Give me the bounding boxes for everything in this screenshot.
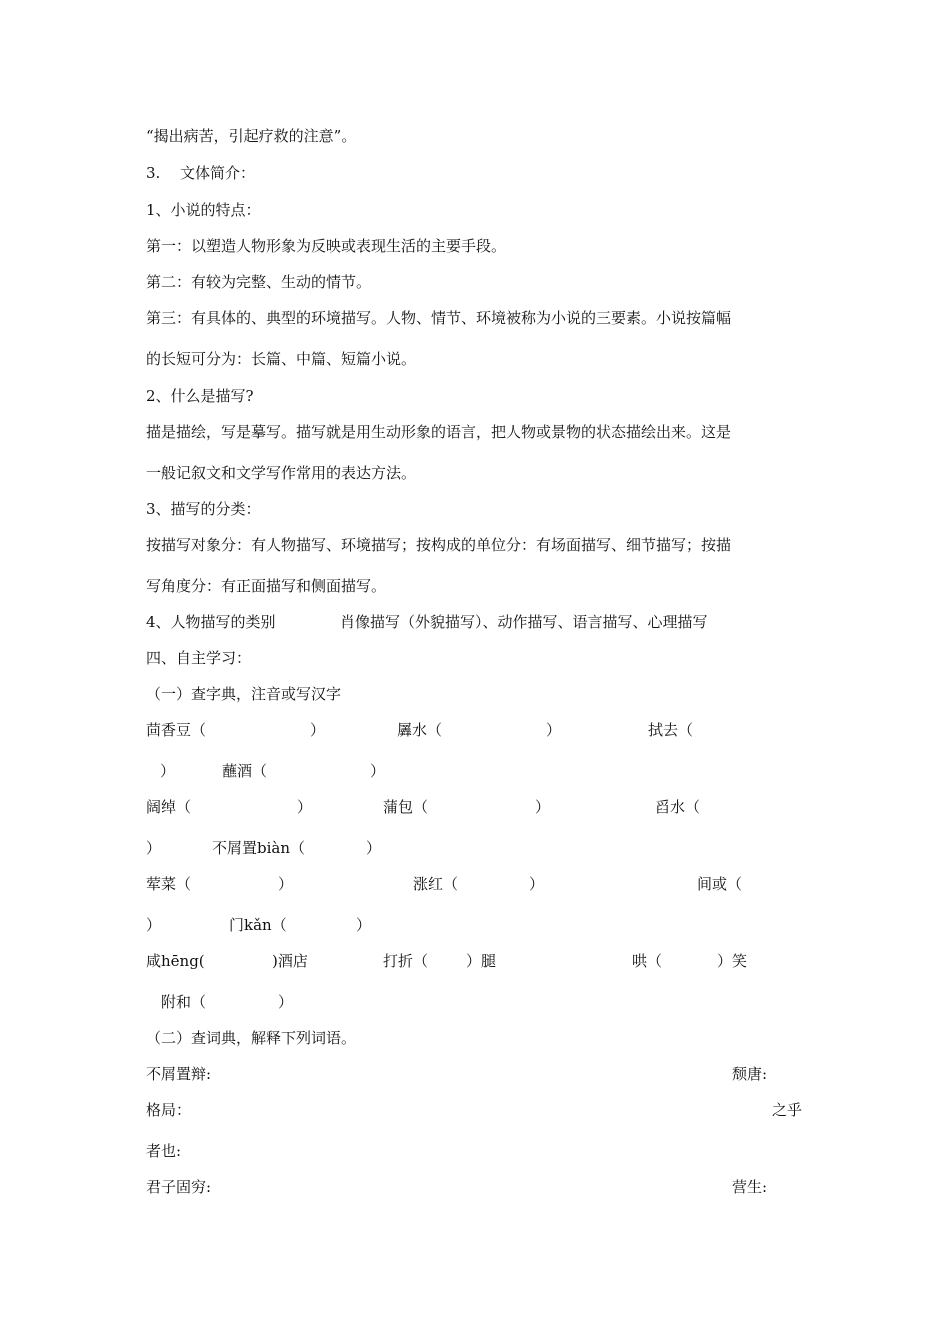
- word-fuhe: 附和（: [161, 993, 207, 1011]
- word-zhanjiu: 蘸酒（: [222, 762, 268, 780]
- blank-close: ）: [356, 916, 372, 934]
- section4-title: 四、自主学习：: [146, 649, 252, 667]
- word-xianheng: 咸hēng(: [146, 952, 205, 970]
- word-jianhuo: 间或（: [697, 875, 743, 893]
- word-xiao: ）笑: [717, 952, 748, 970]
- character-types: 肖像描写（外貌描写）、动作描写、语言描写、心理描写: [340, 613, 708, 631]
- term-tuitang: 颓唐:: [732, 1065, 768, 1083]
- word-shiqu: 拭去（: [648, 721, 694, 739]
- word-hong: 哄（: [632, 952, 663, 970]
- word-buxiezhibian: 不屑置biàn（: [212, 839, 306, 857]
- term-junzigu: 君子固穷:: [146, 1178, 212, 1196]
- blank-close: ）: [370, 762, 386, 780]
- word-pubao: 蒲包（: [383, 798, 429, 816]
- term-yingsheng: 营生:: [732, 1178, 768, 1196]
- describe-heading: 2、什么是描写?: [146, 387, 254, 405]
- blank-close: ）: [546, 721, 562, 739]
- describe-line1: 描是描绘，写是摹写。描写就是用生动形象的语言，把人物或景物的状态描绘出来。这是: [146, 423, 732, 441]
- blank-close: ）: [535, 798, 551, 816]
- blank-close: ）: [278, 875, 294, 893]
- term-zheye: 者也:: [146, 1142, 182, 1160]
- novel-heading: 1、小说的特点：: [146, 201, 261, 219]
- character-label: 4、人物描写的类别: [146, 613, 276, 631]
- classify-line2: 写角度分：有正面描写和侧面描写。: [146, 577, 387, 595]
- word-jiudian: )酒店: [272, 952, 308, 970]
- word-menkan: 门kǎn（: [229, 916, 287, 934]
- novel-point-2: 第二：有较为完整、生动的情节。: [146, 273, 372, 291]
- section3-number: 3.: [146, 164, 161, 182]
- word-kuochuo: 阔绰（: [146, 798, 192, 816]
- part1-title: （一）查字典，注音或写汉字: [146, 685, 342, 703]
- word-tui: ）腿: [466, 952, 497, 970]
- novel-point-1: 第一：以塑造人物形象为反映或表现生活的主要手段。: [146, 237, 507, 255]
- blank-close: ）: [146, 839, 162, 857]
- intro-quote: “揭出病苦，引起疗救的注意”。: [146, 127, 357, 145]
- novel-point-3-line1: 第三：有具体的、典型的环境描写。人物、情节、环境被称为小说的三要素。小说按篇幅: [146, 309, 732, 327]
- classify-heading: 3、描写的分类：: [146, 500, 261, 518]
- term-buxiezhibian: 不屑置辩:: [146, 1065, 212, 1083]
- term-geju: 格局：: [146, 1101, 192, 1119]
- word-yaoshui: 舀水（: [655, 798, 701, 816]
- classify-line1: 按描写对象分：有人物描写、环境描写；按构成的单位分：有场面描写、细节描写；按描: [146, 536, 732, 554]
- section3-title: 文体简介：: [180, 164, 256, 182]
- word-huixiangdou: 茴香豆（: [146, 721, 207, 739]
- part2-title: （二）查词典，解释下列词语。: [146, 1029, 357, 1047]
- blank-close: ）: [310, 721, 326, 739]
- blank-close: ）: [146, 916, 162, 934]
- word-huncai: 荤菜（: [146, 875, 192, 893]
- blank-close: ）: [366, 839, 382, 857]
- novel-point-3-line2: 的长短可分为：长篇、中篇、短篇小说。: [146, 350, 417, 368]
- blank-close: ）: [160, 762, 176, 780]
- word-chanshui: 羼水（: [397, 721, 443, 739]
- blank-close: ）: [278, 993, 294, 1011]
- blank-close: ）: [529, 875, 545, 893]
- word-zhanghong: 涨红（: [413, 875, 459, 893]
- describe-line2: 一般记叙文和文学写作常用的表达方法。: [146, 464, 417, 482]
- blank-close: ）: [297, 798, 313, 816]
- word-dazhe: 打折（: [383, 952, 429, 970]
- term-zhihu: 之乎: [772, 1101, 803, 1119]
